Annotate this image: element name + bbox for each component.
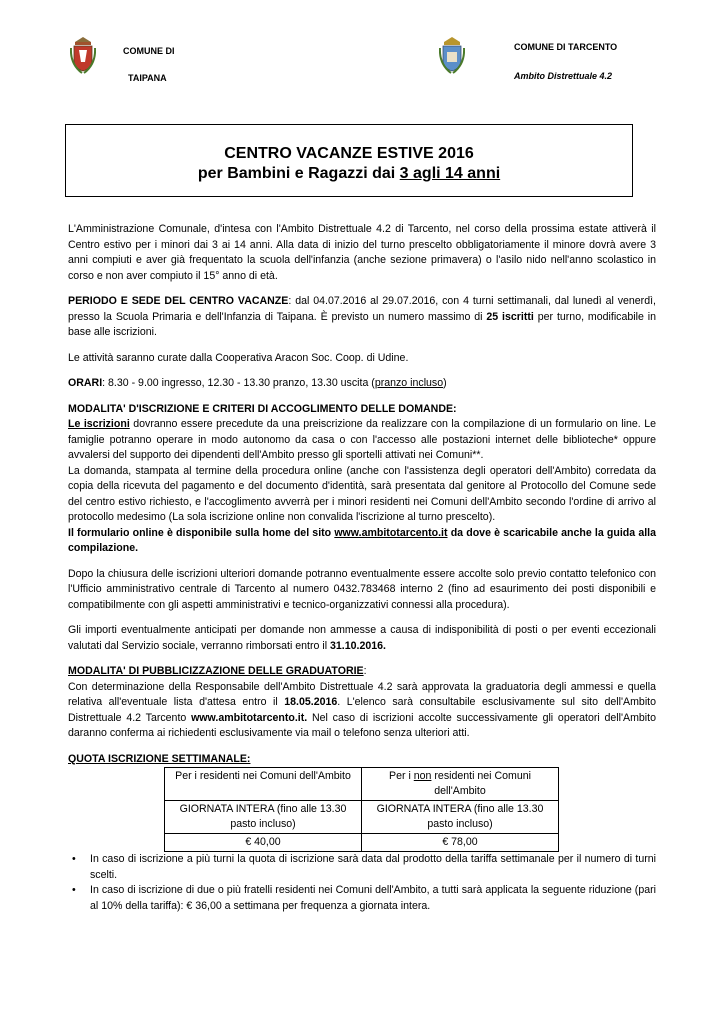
note-text-1: In caso di iscrizione a più turni la quota di iscrizione sarà data dal prodotto della tariffa settimanale per il numero di turni scelti. xyxy=(90,853,656,881)
graduatorie-paragraph xyxy=(68,680,656,742)
modalita-iscrizione-heading-text: MODALITA' D'ISCRIZIONE E CRITERI DI ACCOGLIMENTO DELLE DOMANDE: xyxy=(68,402,457,415)
graduatorie-heading xyxy=(68,664,656,680)
attivita-paragraph: Le attività saranno curate dalla Cooperativa Aracon Soc. Coop. di Udine. xyxy=(68,351,409,364)
fees-notes-list xyxy=(68,852,656,914)
header-right-line2: Ambito Distrettuale 4.2 xyxy=(514,71,613,81)
rimborsi-paragraph xyxy=(68,623,656,654)
header-left-line1: COMUNE DI xyxy=(123,46,175,56)
graduatorie-website[interactable]: www.ambitotarcento.it. xyxy=(191,711,308,724)
tarcento-coat-of-arms-icon xyxy=(439,36,465,74)
rimborsi-text: Gli importi eventualmente anticipati per domande non ammesse a causa di indisponibilità di posti o per eventi eccezionali valutati dal Servizio sociale, verranno rimborsati entro il xyxy=(68,624,656,652)
subtitle-text: per Bambini e Ragazzi dai xyxy=(197,165,400,182)
chiusura-paragraph: Dopo la chiusura delle iscrizioni ulteriori domande potranno eventualmente essere accolte solo previo contatto telefonico con l'Ufficio amministrativo centrale di Tarcento al numero 0432.783468 interno 2 (fino ad esaurimento dei posti disponibili e compatibilmente con gli aspetti amministrativi e tecnico-organizzativi connessi alla procedura). xyxy=(68,567,656,611)
fees-table xyxy=(164,767,559,852)
document-body xyxy=(68,222,656,914)
modalita-iscrizione-p3 xyxy=(68,526,656,557)
quota-heading-text: QUOTA ISCRIZIONE SETTIMANALE: xyxy=(68,752,251,765)
modalita-iscrizione-p2: La domanda, stampata al termine della procedura online (anche con l'assistenza degli operatori dell'Ambito) corredata da copia della ricevuta del pagamento e del documento d'identità, sarà presentata dal genitore al Protocollo del Comune sede del centro estivo richiesto, e l'accoglimento avverrà per i minori residenti nei Comuni dell'Ambito secondo l'ordine di arrivo al protocollo medesimo (La sola iscrizione online non convalida l'iscrizione al turno prescelto). xyxy=(68,464,656,523)
note-text-2: In caso di iscrizione di due o più fratelli residenti nei Comuni dell'Ambito, a tutti sarà applicata la seguente riduzione (pari al 10% della tariffa): € 36,00 a settimana per frequenza a giornata intera. xyxy=(90,884,656,912)
graduatorie-heading-text: MODALITA' DI PUBBLICIZZAZIONE DELLE GRADUATORIE xyxy=(68,665,364,677)
orari-text: : 8.30 - 9.00 ingresso, 12.30 - 13.30 pranzo, 13.30 uscita ( xyxy=(102,377,375,389)
quota-heading xyxy=(68,752,656,768)
fees-cell-non-residents-option: GIORNATA INTERA (fino alle 13.30 pasto incluso) xyxy=(362,801,559,834)
graduatorie-text-2: . L'elenco sarà consultabile esclusivamente sul sito dell'Ambito Distrettuale 4.2 Tarcento xyxy=(68,696,657,724)
title-box xyxy=(65,124,633,197)
orari-end: ) xyxy=(443,377,447,389)
periodo-paragraph xyxy=(68,294,656,341)
non-residents-post: residenti nei Comuni dell'Ambito xyxy=(431,770,531,797)
graduatorie-colon: : xyxy=(363,665,367,677)
periodo-text-1: : dal 04.07.2016 al 29.07.2016, con 4 turni settimanali, dal lunedì al venerdì, presso la Scuola Primaria e dell'Infanzia di Taipana. È previsto un numero massimo di xyxy=(68,295,656,323)
modalita-iscrizione-p1 xyxy=(68,417,656,464)
formulario-text-2: da dove è scaricabile anche la guida alla compilazione. xyxy=(68,526,656,554)
subtitle-age-range: 3 agli 14 anni xyxy=(399,165,501,182)
fees-cell-residents-option: GIORNATA INTERA (fino alle 13.30 pasto incluso) xyxy=(165,801,362,834)
periodo-label: PERIODO E SEDE DEL CENTRO VACANZE xyxy=(68,295,289,307)
list-item xyxy=(72,883,656,914)
periodo-text-2: per turno, modificabile in base alle iscrizioni. xyxy=(68,310,656,338)
table-row xyxy=(165,834,559,852)
graduatorie-date: 18.05.2016 xyxy=(284,696,338,708)
intro-paragraph: L'Amministrazione Comunale, d'intesa con l'Ambito Distrettuale 4.2 di Tarcento, nel corso della prossima estate attiverà il Centro estivo per i minori dai 3 ai 14 anni. Alla data di inizio del turno prescelto obbligatoriamente il minore dovrà avere 3 anni compiuti e aver già frequentato la scuola dell'infanzia (anche sezione primavera) o l'asilo nido nell'anno scolastico in corso e non aver compiuto il 15° anno di età. xyxy=(68,223,656,282)
formulario-text-1: Il formulario online è disponibile sulla home del sito xyxy=(68,526,335,539)
table-row xyxy=(165,768,559,801)
list-item xyxy=(72,852,656,883)
graduatorie-text-3: Nel caso di iscrizioni accolte successivamente gli operatori dell'Ambito daranno conferma ai richiedenti esclusivamente via mail o telefono senza ulteriori atti. xyxy=(68,711,656,739)
header-left-line2: TAIPANA xyxy=(128,73,167,83)
orari-pranzo-incluso: pranzo incluso xyxy=(374,377,444,389)
orari-paragraph xyxy=(68,376,656,392)
ambito-website-link[interactable]: www.ambitotarcento.it xyxy=(334,526,448,539)
table-row xyxy=(165,801,559,834)
bullet-icon: • xyxy=(72,853,76,865)
le-iscrizioni-label: Le iscrizioni xyxy=(68,418,130,430)
fees-header-non-residents xyxy=(362,768,559,801)
modalita-iscrizione-heading xyxy=(68,402,656,418)
page-subtitle xyxy=(66,164,632,184)
non-residents-pre: Per i xyxy=(389,770,414,782)
non-residents-non: non xyxy=(413,770,432,782)
modalita-iscrizione-p1-text: dovranno essere precedute da una preiscrizione da realizzare con la compilazione di un formulario on line. Le famiglie potranno operare in modo autonomo da casa o con l'accesso alle postazioni internet delle biblioteche* oppure avvalersi del supporto dei dipendenti dell'Ambito presso gli sportelli attivati nei Comuni**. xyxy=(68,418,656,461)
page-title: CENTRO VACANZE ESTIVE 2016 xyxy=(224,145,474,162)
graduatorie-text-1: Con determinazione della Responsabile dell'Ambito Distrettuale 4.2 sarà approvata la graduatoria degli ammessi e quella relativa all'eventuale lista d'attesa entro il xyxy=(68,680,656,708)
header-right-line1: COMUNE DI TARCENTO xyxy=(514,42,618,52)
rimborsi-date: 31.10.2016. xyxy=(330,639,386,652)
fees-price-non-residents: € 78,00 xyxy=(362,834,559,852)
periodo-max-iscritti: 25 iscritti xyxy=(486,310,534,323)
orari-label: ORARI xyxy=(68,377,103,389)
bullet-icon: • xyxy=(72,884,76,896)
taipana-coat-of-arms-icon xyxy=(70,36,96,74)
fees-header-residents: Per i residenti nei Comuni dell'Ambito xyxy=(165,768,362,801)
fees-price-residents: € 40,00 xyxy=(165,834,362,852)
